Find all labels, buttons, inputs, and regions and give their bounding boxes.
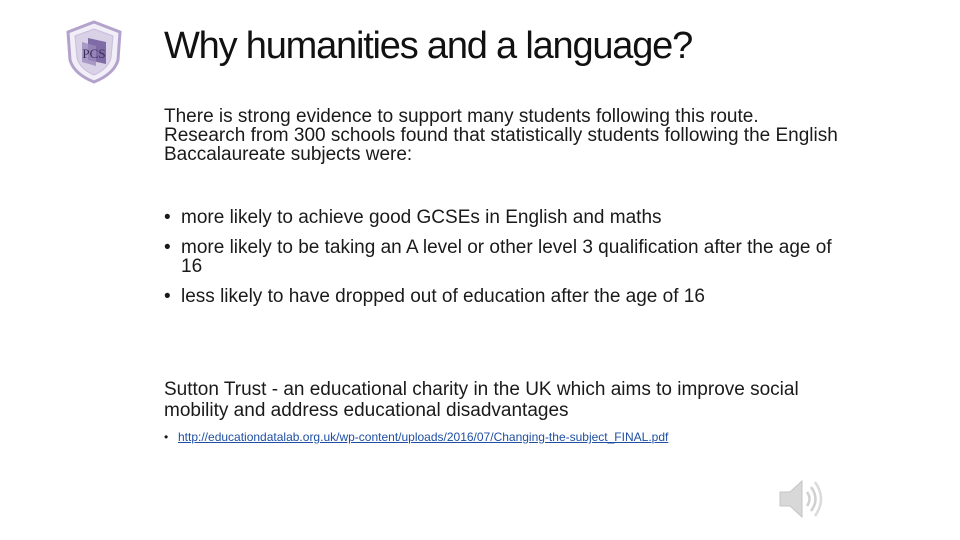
list-item: • less likely to have dropped out of education after the age of 16 — [164, 287, 844, 306]
speaker-icon[interactable] — [776, 474, 826, 524]
intro-paragraph: There is strong evidence to support many students following this route. Research from 300 schools found that statistically students following the English Baccalaureate subjects were: — [164, 106, 838, 165]
source-link[interactable]: http://educationdatalab.org.uk/wp-content/uploads/2016/07/Changing-the-subject_FINAL.pdf — [178, 430, 669, 444]
findings-list — [164, 208, 844, 317]
bullet-dot: • — [164, 430, 169, 444]
list-item: • more likely to be taking an A level or other level 3 qualification after the age of 16 — [164, 238, 844, 276]
source-link-row — [164, 430, 668, 444]
school-crest-icon — [62, 20, 126, 84]
list-item: • more likely to achieve good GCSEs in English and maths — [164, 208, 844, 227]
sutton-trust-note: Sutton Trust - an educational charity in the UK which aims to improve social mobility and address educational disadvantages — [164, 379, 799, 421]
logo-text: PCS — [82, 46, 106, 61]
page-title: Why humanities and a language? — [164, 25, 693, 67]
